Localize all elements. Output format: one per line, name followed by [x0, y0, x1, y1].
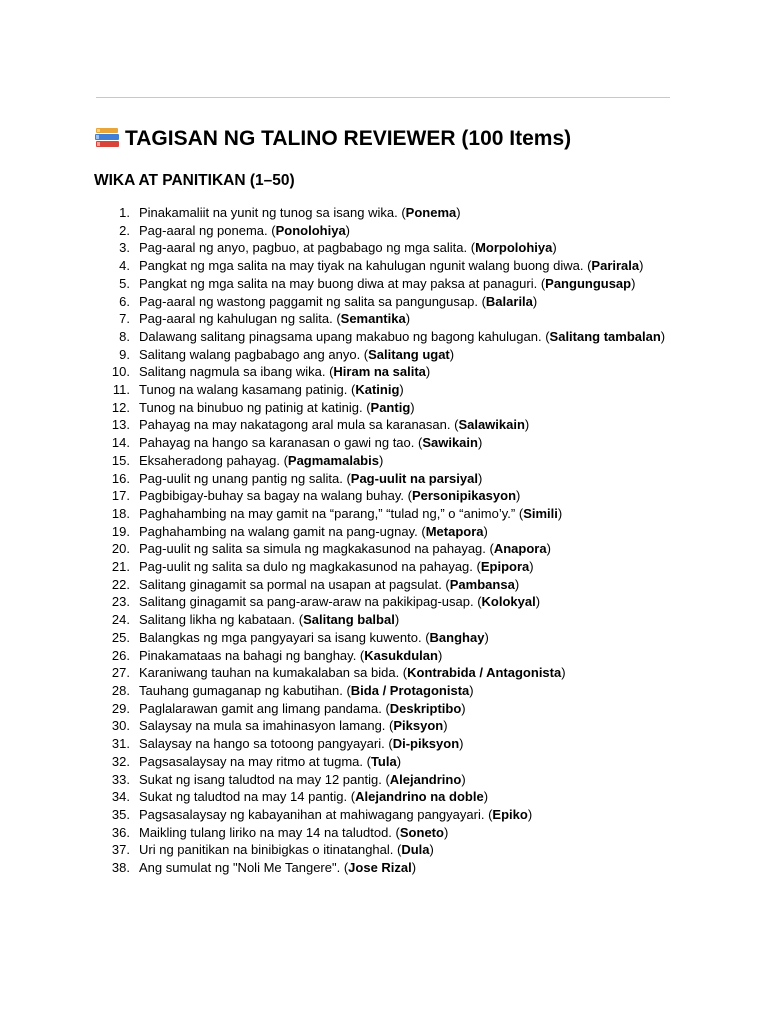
item-answer: Banghay — [429, 629, 485, 645]
item-number: 5. — [119, 275, 130, 291]
list-item: 9. Salitang walang pagbabago ang anyo. (Salitang ugat) — [0, 346, 768, 364]
page-title — [94, 124, 571, 154]
item-number: 34. — [111, 789, 130, 805]
list-item: 23. Salitang ginagamit sa pang-araw-araw na pakikipag-usap. (Kolokyal) — [0, 593, 768, 611]
item-question: Salitang likha ng kabataan. — [139, 612, 296, 628]
list-item: 25. Balangkas ng mga pangyayari sa isang kuwento. (Banghay) — [0, 629, 768, 647]
item-number: 37. — [111, 842, 130, 858]
item-number: 12. — [111, 399, 130, 415]
item-question: Pag-uulit ng salita sa dulo ng magkakasunod na pahayag. — [139, 559, 473, 575]
item-question: Karaniwang tauhan na kumakalaban sa bida. — [139, 665, 400, 681]
item-question: Pagsasalaysay na may ritmo at tugma. — [139, 753, 363, 769]
section-heading: WIKA AT PANITIKAN (1–50) — [94, 172, 295, 189]
item-question: Pangkat ng mga salita na may buong diwa at may paksa at panaguri. — [139, 275, 538, 291]
list-item: 32. Pagsasalaysay na may ritmo at tugma. (Tula) — [0, 753, 768, 771]
item-question: Paghahambing na walang gamit na pang-ugnay. — [139, 523, 418, 539]
horizontal-divider — [96, 97, 670, 98]
item-question: Pag-aaral ng wastong paggamit ng salita sa pangungusap. — [139, 293, 478, 309]
item-number: 20. — [111, 541, 130, 557]
item-question: Pag-aaral ng kahulugan ng salita. — [139, 311, 333, 327]
item-question: Dalawang salitang pinagsama upang makabuo ng bagong kahulugan. — [139, 328, 542, 344]
item-question: Pag-uulit ng unang pantig ng salita. — [139, 470, 343, 486]
list-item: 15. Eksaheradong pahayag. (Pagmamalabis) — [0, 452, 768, 470]
item-question: Tunog na binubuo ng patinig at katinig. — [139, 399, 363, 415]
item-number: 28. — [111, 682, 130, 698]
item-number: 17. — [111, 488, 130, 504]
item-answer: Metapora — [425, 523, 484, 539]
item-answer: Di-piksyon — [392, 736, 460, 752]
item-answer: Morpolohiya — [475, 240, 553, 256]
item-answer: Anapora — [493, 541, 547, 557]
list-item: 17. Pagbibigay-buhay sa bagay na walang buhay. (Personipikasyon) — [0, 487, 768, 505]
list-item: 6. Pag-aaral ng wastong paggamit ng salita sa pangungusap. (Balarila) — [0, 293, 768, 311]
item-number: 33. — [111, 771, 130, 787]
item-answer: Tula — [370, 753, 397, 769]
item-question: Paghahambing na may gamit na “parang,” “tulad ng,” o “animo’y.” — [139, 505, 516, 521]
item-question: Sukat ng taludtod na may 14 pantig. — [139, 789, 348, 805]
item-answer: Simili — [523, 505, 558, 521]
reviewer-list — [0, 204, 768, 877]
item-number: 2. — [119, 222, 130, 238]
list-item: 12. Tunog na binubuo ng patinig at katinig. (Pantig) — [0, 399, 768, 417]
list-item: 8. Dalawang salitang pinagsama upang makabuo ng bagong kahulugan. (Salitang tambalan) — [0, 328, 768, 346]
list-item: 14. Pahayag na hango sa karanasan o gawi ng tao. (Sawikain) — [0, 434, 768, 452]
item-answer: Kasukdulan — [364, 647, 438, 663]
item-question: Pangkat ng mga salita na may tiyak na kahulugan ngunit walang buong diwa. — [139, 258, 584, 274]
item-answer: Balarila — [485, 293, 533, 309]
item-question: Pagsasalaysay ng kabayanihan at mahiwagang pangyayari. — [139, 806, 485, 822]
item-number: 22. — [111, 576, 130, 592]
item-answer: Piksyon — [393, 718, 444, 734]
item-number: 18. — [111, 505, 130, 521]
list-item: 29. Paglalarawan gamit ang limang pandama. (Deskriptibo) — [0, 700, 768, 718]
list-item: 13. Pahayag na may nakatagong aral mula sa karanasan. (Salawikain) — [0, 416, 768, 434]
list-item: 37. Uri ng panitikan na binibigkas o itinatanghal. (Dula) — [0, 841, 768, 859]
title-suffix: (100 Items) — [461, 127, 572, 150]
list-item: 30. Salaysay na mula sa imahinasyon lamang. (Piksyon) — [0, 717, 768, 735]
list-item: 26. Pinakamataas na bahagi ng banghay. (Kasukdulan) — [0, 647, 768, 665]
list-item: 2. Pag-aaral ng ponema. (Ponolohiya) — [0, 222, 768, 240]
item-number: 19. — [111, 523, 130, 539]
list-item: 27. Karaniwang tauhan na kumakalaban sa bida. (Kontrabida / Antagonista) — [0, 664, 768, 682]
item-number: 32. — [111, 753, 130, 769]
item-answer: Sawikain — [422, 435, 478, 451]
item-number: 23. — [111, 594, 130, 610]
list-item: 22. Salitang ginagamit sa pormal na usapan at pagsulat. (Pambansa) — [0, 576, 768, 594]
list-item: 3. Pag-aaral ng anyo, pagbuo, at pagbabago ng mga salita. (Morpolohiya) — [0, 239, 768, 257]
item-question: Pagbibigay-buhay sa bagay na walang buhay. — [139, 488, 405, 504]
list-item: 4. Pangkat ng mga salita na may tiyak na kahulugan ngunit walang buong diwa. (Parirala) — [0, 257, 768, 275]
item-number: 38. — [111, 860, 130, 876]
item-number: 29. — [111, 700, 130, 716]
item-answer: Salitang ugat — [368, 346, 450, 362]
item-question: Eksaheradong pahayag. — [139, 452, 280, 468]
list-item: 20. Pag-uulit ng salita sa simula ng magkakasunod na pahayag. (Anapora) — [0, 540, 768, 558]
item-number: 21. — [111, 559, 130, 575]
item-answer: Katinig — [355, 382, 400, 398]
item-answer: Epiko — [492, 806, 528, 822]
list-item: 35. Pagsasalaysay ng kabayanihan at mahiwagang pangyayari. (Epiko) — [0, 806, 768, 824]
item-answer: Deskriptibo — [389, 700, 462, 716]
item-answer: Pagmamalabis — [287, 452, 379, 468]
item-number: 31. — [111, 736, 130, 752]
item-number: 27. — [111, 665, 130, 681]
list-item: 28. Tauhang gumaganap ng kabutihan. (Bida / Protagonista) — [0, 682, 768, 700]
item-number: 25. — [111, 629, 130, 645]
list-item: 24. Salitang likha ng kabataan. (Salitang balbal) — [0, 611, 768, 629]
list-item: 36. Maikling tulang liriko na may 14 na taludtod. (Soneto) — [0, 824, 768, 842]
title-text: TAGISAN NG TALINO REVIEWER — [125, 127, 456, 150]
item-number: 35. — [111, 806, 130, 822]
books-icon — [94, 126, 121, 148]
list-item: 11. Tunog na walang kasamang patinig. (Katinig) — [0, 381, 768, 399]
item-question: Salitang walang pagbabago ang anyo. — [139, 346, 361, 362]
item-number: 36. — [111, 824, 130, 840]
item-number: 11. — [112, 382, 130, 398]
item-number: 4. — [119, 258, 130, 274]
item-answer: Personipikasyon — [411, 488, 517, 504]
list-item: 7. Pag-aaral ng kahulugan ng salita. (Semantika) — [0, 310, 768, 328]
item-number: 13. — [111, 417, 130, 433]
item-answer: Salitang balbal — [303, 612, 395, 628]
item-answer: Kolokyal — [481, 594, 536, 610]
item-number: 26. — [111, 647, 130, 663]
item-question: Salitang ginagamit sa pormal na usapan at pagsulat. — [139, 576, 442, 592]
item-question: Paglalarawan gamit ang limang pandama. — [139, 700, 382, 716]
item-answer: Bida / Protagonista — [350, 682, 470, 698]
item-number: 24. — [111, 612, 130, 628]
list-item: 38. Ang sumulat ng "Noli Me Tangere". (Jose Rizal) — [0, 859, 768, 877]
item-question: Pahayag na may nakatagong aral mula sa karanasan. — [139, 417, 451, 433]
item-answer: Alejandrino na doble — [355, 789, 484, 805]
item-answer: Alejandrino — [389, 771, 462, 787]
item-answer: Ponema — [405, 205, 457, 220]
item-number: 6. — [119, 293, 130, 309]
item-question: Salaysay na mula sa imahinasyon lamang. — [139, 718, 386, 734]
item-answer: Salitang tambalan — [549, 328, 661, 344]
item-question: Pahayag na hango sa karanasan o gawi ng tao. — [139, 435, 415, 451]
item-number: 30. — [111, 718, 130, 734]
item-question: Pinakamataas na bahagi ng banghay. — [139, 647, 357, 663]
item-question: Tauhang gumaganap ng kabutihan. — [139, 682, 343, 698]
list-item: 5. Pangkat ng mga salita na may buong diwa at may paksa at panaguri. (Pangungusap) — [0, 275, 768, 293]
item-answer: Soneto — [399, 824, 444, 840]
list-item: 16. Pag-uulit ng unang pantig ng salita. (Pag-uulit na parsiyal) — [0, 470, 768, 488]
item-number: 15. — [111, 452, 130, 468]
item-question: Pag-aaral ng ponema. — [139, 222, 268, 238]
item-question: Salitang nagmula sa ibang wika. — [139, 364, 326, 380]
item-question: Pag-uulit ng salita sa simula ng magkakasunod na pahayag. — [139, 541, 486, 557]
item-question: Pinakamaliit na yunit ng tunog sa isang wika. — [139, 205, 398, 220]
item-number: 10. — [111, 364, 130, 380]
list-item: 33. Sukat ng isang taludtod na may 12 pantig. (Alejandrino) — [0, 771, 768, 789]
item-answer: Hiram na salita — [333, 364, 426, 380]
item-answer: Parirala — [591, 258, 640, 274]
item-answer: Ponolohiya — [275, 222, 346, 238]
item-answer: Semantika — [340, 311, 406, 327]
item-question: Maikling tulang liriko na may 14 na taludtod. — [139, 824, 392, 840]
item-question: Ang sumulat ng "Noli Me Tangere". — [139, 860, 341, 876]
item-answer: Pantig — [370, 399, 411, 415]
item-question: Salaysay na hango sa totoong pangyayari. — [139, 736, 385, 752]
item-answer: Jose Rizal — [348, 860, 412, 876]
item-question: Pag-aaral ng anyo, pagbuo, at pagbabago ng mga salita. — [139, 240, 468, 256]
item-answer: Dula — [401, 842, 430, 858]
item-question: Uri ng panitikan na binibigkas o itinatanghal. — [139, 842, 394, 858]
item-number: 7. — [119, 311, 130, 327]
list-item: 31. Salaysay na hango sa totoong pangyayari. (Di-piksyon) — [0, 735, 768, 753]
list-item: 21. Pag-uulit ng salita sa dulo ng magkakasunod na pahayag. (Epipora) — [0, 558, 768, 576]
item-question: Tunog na walang kasamang patinig. — [139, 382, 348, 398]
item-answer: Salawikain — [458, 417, 525, 433]
item-answer: Pag-uulit na parsiyal — [350, 470, 478, 486]
item-number: 16. — [111, 470, 130, 486]
list-item: 10. Salitang nagmula sa ibang wika. (Hiram na salita) — [0, 363, 768, 381]
item-answer: Epipora — [480, 559, 530, 575]
item-answer: Pangungusap — [545, 275, 632, 291]
item-number: 9. — [119, 346, 130, 362]
item-question: Salitang ginagamit sa pang-araw-araw na pakikipag-usap. — [139, 594, 474, 610]
item-answer: Kontrabida / Antagonista — [407, 665, 562, 681]
item-question: Balangkas ng mga pangyayari sa isang kuwento. — [139, 629, 422, 645]
item-number: 14. — [111, 435, 130, 451]
item-question: Sukat ng isang taludtod na may 12 pantig. — [139, 771, 382, 787]
list-item: 1. Pinakamaliit na yunit ng tunog sa isang wika. (Ponema) — [0, 204, 768, 222]
item-number: 3. — [119, 240, 130, 256]
item-answer: Pambansa — [449, 576, 515, 592]
list-item: 19. Paghahambing na walang gamit na pang-ugnay. (Metapora) — [0, 523, 768, 541]
item-number: 8. — [119, 328, 130, 344]
item-number: 1. — [119, 205, 130, 220]
list-item: 18. Paghahambing na may gamit na “parang,” “tulad ng,” o “animo’y.” (Simili) — [0, 505, 768, 523]
list-item: 34. Sukat ng taludtod na may 14 pantig. (Alejandrino na doble) — [0, 788, 768, 806]
